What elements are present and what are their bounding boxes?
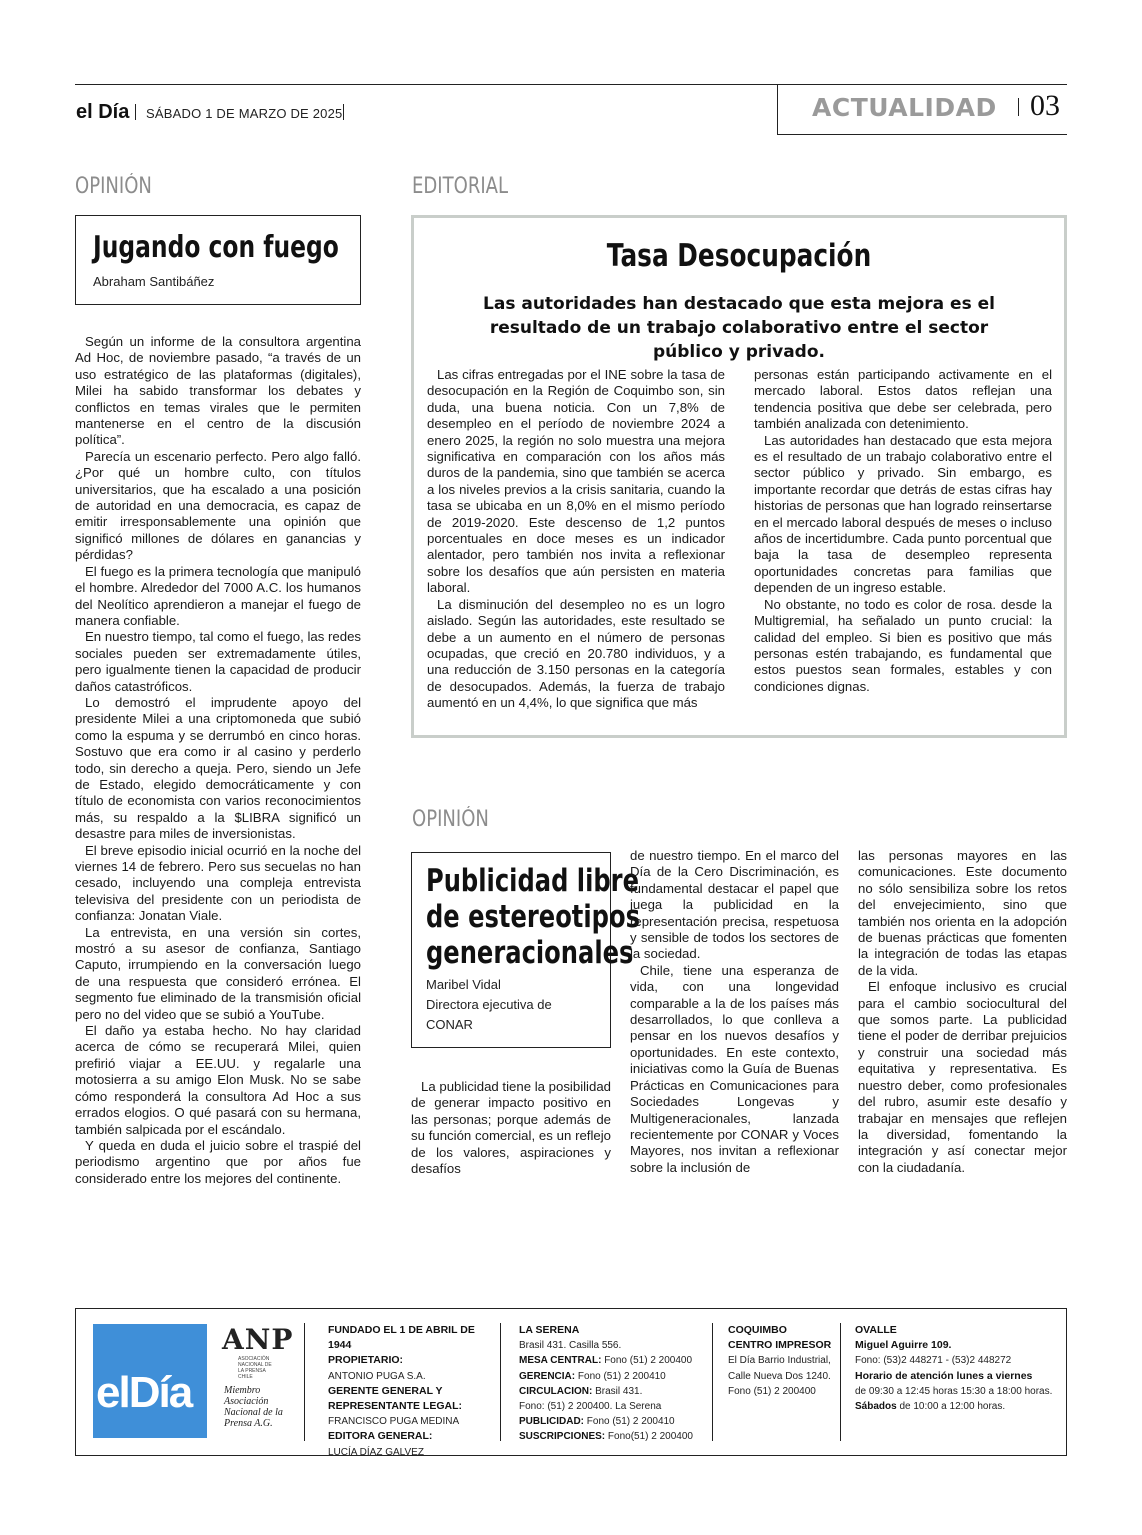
phone-value: Fono: (51) 2 200400. La Serena — [519, 1401, 662, 1413]
manager-label: REPRESENTANTE LEGAL: — [328, 1400, 462, 1413]
article-column — [858, 848, 1067, 1176]
paragraph: El daño ya estaba hecho. No hay claridad acerca de cómo se recuperará Milei, quien prefirió viajar a EE.UU. y regalarle una motosierra a su amigo Elon Musk. No se sabe cómo responderá la consultora Ad Hoc a sus errados elogios. O qué pasará con su hermana, también salpicada por el escándalo. — [75, 1023, 361, 1137]
column-divider — [840, 1323, 841, 1441]
paragraph: personas están participando activamente en el mercado laboral. Estos datos reflejan una tendencia positiva que debe ser celebrada, pero también analizada con detenimiento. — [754, 367, 1052, 432]
header-bottom-rule — [777, 134, 1067, 135]
paragraph: El fuego es la primera tecnología que manipuló el hombre. Alrededor del 7000 A.C. los humanos del Neolítico aprendieron a manejar el fuego de manera confiable. — [75, 563, 361, 628]
header-top-rule — [75, 84, 1067, 85]
page-number: 03 — [1030, 89, 1060, 122]
article-title: Jugando con fuego — [93, 230, 339, 265]
imprint-column-staff — [328, 1323, 498, 1460]
paragraph: Según un informe de la consultora argentina Ad Hoc, de noviembre pasado, “a través de un uso estratégico de las plataformas (digitales), Milei ha sabido transformar los debates y conflictos en temas virales que le permiten mantenerse en el centro de la discusión política”. — [75, 334, 361, 448]
paragraph: Chile, tiene una esperanza de vida, con una longevidad comparable a la de los países más desarrollados, lo que conlleva a pensar en los nuevos desafíos y oportunidades. En este contexto, iniciativas como la Guía de Buenas Prácticas en Comunicaciones para Sociedades Longevas y Multigeneracionales, lanzada recientemente por CONAR y Voces Mayores, nos invitan a reflexionar sobre la inclusión de — [630, 962, 839, 1175]
paragraph: La publicidad tiene la posibilidad de generar impacto positivo en las personas; porque además de su función comercial, es un reflejo de los valores, aspiraciones y desafíos — [411, 1079, 611, 1177]
office-address: Miguel Aguirre 109. — [855, 1339, 952, 1352]
phone-label: MESA CENTRAL: — [519, 1355, 602, 1367]
article-title-box — [75, 215, 361, 305]
imprint-column-ovalle — [855, 1323, 1060, 1414]
anp-logo — [222, 1323, 292, 1380]
editorial-subtitle: Las autoridades han destacado que esta mejora es el resultado de un trabajo colaborativo entre el sector público y privado. — [483, 294, 995, 362]
section-kicker: OPINIÓN — [412, 807, 489, 832]
phone-value: Fono (51) 2 200410 — [577, 1370, 666, 1382]
editorial-column — [754, 367, 1052, 695]
editorial-title: Tasa Desocupación — [606, 238, 872, 274]
title-line: generacionales — [426, 935, 634, 971]
office-title: LA SERENA — [519, 1324, 580, 1336]
office-title: COQUIMBO — [728, 1324, 787, 1336]
phone-label: PUBLICIDAD: — [519, 1416, 584, 1428]
column-divider — [712, 1323, 713, 1441]
anp-logo-text: ANP — [222, 1323, 294, 1356]
phone-label: SUSCRIPCIONES: — [519, 1431, 606, 1443]
section-name: ACTUALIDAD — [812, 93, 997, 122]
phone-label: GERENCIA: — [519, 1370, 576, 1382]
paragraph: La disminución del desempleo no es un logro aislado. Según las autoridades, este resultado se debe a un aumento en el número de personas ocupadas, que creció en 20.780 individuos, y a una reducción de 3.150 personas en la categoría de desocupados. Además, la fuerza de trabajo aumentó en un 4,4%, lo que significa que más — [427, 596, 725, 711]
office-title: OVALLE — [855, 1324, 897, 1336]
paragraph: Las cifras entregadas por el INE sobre la tasa de desocupación en la Región de Coquimbo son, sin duda, una buena noticia. Con un 7,8% de desempleo en el período de noviembre 2024 a enero 2025, la región no solo muestra una mejora significativa en comparación con los años más duros de la pandemia, sino que también se acerca a los niveles previos a la crisis sanitaria, cuando la tasa se ubicaba en un 8,0% en el mismo período de 2019-2020. Este descenso de 1,2 puntos porcentuales en doce meses es un indicador alentador, pero también nos invita a reflexionar sobre los desafíos que aún persisten en materia laboral. — [427, 367, 725, 596]
phone-value: Fono (51) 2 200400 — [728, 1385, 816, 1397]
editor-value: LUCÍA DÍAZ GALVEZ — [328, 1446, 424, 1458]
article-title-box — [411, 852, 640, 1048]
column-divider — [304, 1323, 305, 1441]
phone-value: Fono (51) 2 200410 — [586, 1416, 675, 1428]
paragraph: Las autoridades han destacado que esta mejora es el resultado de un trabajo colaborativo entre el sector público y privado. Sin embargo, es importante recordar que detrás de estas cifras hay historias de personas que han logrado reinsertarse en el mercado laboral después de meses o incluso años de incertidumbre. Cada punto porcentual que baja la tasa de desempleo representa oportunidades concretas para familias que dependen de un ingreso estable. — [754, 432, 1052, 596]
phone-value: Brasil 431. — [595, 1385, 643, 1397]
header-divider — [135, 104, 136, 120]
editorial-column — [427, 367, 725, 712]
section-box-rule — [777, 84, 778, 134]
logo-text: elDía — [96, 1368, 192, 1417]
article-author: Maribel Vidal — [426, 977, 501, 992]
author-role: Directora ejecutiva de — [426, 997, 552, 1012]
paragraph: En nuestro tiempo, tal como el fuego, las redes sociales pueden ser extremadamente útiles, pero igualmente tienen la capacidad de producir daños catastróficos. — [75, 629, 361, 694]
article-column — [630, 848, 839, 1176]
article-title — [426, 863, 640, 971]
section-kicker: EDITORIAL — [412, 174, 509, 199]
paragraph: de nuestro tiempo. En el marco del Día de la Cero Discriminación, es fundamental destacar el papel que juega la publicidad en la representación precisa, respetuosa y sensible de todos los sectores de la sociedad. — [630, 848, 839, 962]
author-role: CONAR — [426, 1017, 473, 1032]
owner-label: PROPIETARIO: — [328, 1354, 404, 1367]
paragraph: las personas mayores en las comunicaciones. Este documento no sólo sensibiliza sobre los retos del envejecimiento, sino que también nos orienta en la adopción de buenas prácticas que fomenten la integración de todas las etapas de la vida. — [858, 848, 1067, 978]
anp-member-text: Miembro Asociación Nacional de la Prensa A.G. — [224, 1385, 283, 1429]
phone-label: CIRCULACION: — [519, 1385, 593, 1397]
paragraph: Parecía un escenario perfecto. Pero algo falló. ¿Por qué un hombre culto, con títulos universitarios, que ha escalado a una posición de autoridad en una democracia, es capaz de emitir irresponsablemente una opinión que significó millones de dólares en ganancias y pérdidas? — [75, 448, 361, 563]
hours-label: Sábados — [855, 1401, 897, 1413]
masthead-brand: el Día — [76, 101, 130, 123]
founded-line: FUNDADO EL 1 DE ABRIL DE 1944 — [328, 1324, 475, 1352]
header-divider — [343, 104, 344, 120]
phone-value: Fono (51) 2 200400 — [604, 1355, 693, 1367]
column-divider — [500, 1323, 501, 1441]
hours-value: de 09:30 a 12:45 horas 15:30 a 18:00 horas. — [855, 1385, 1053, 1397]
anp-logo-caption: ASOCIACIÓN NACIONAL DE LA PRENSA CHILE — [238, 1356, 272, 1380]
section-kicker: OPINIÓN — [75, 174, 152, 199]
office-subtitle: CENTRO IMPRESOR — [728, 1339, 832, 1352]
manager-value: FRANCISCO PUGA MEDINA — [328, 1416, 460, 1428]
paragraph: Lo demostró el imprudente apoyo del presidente Milei a una criptomoneda que subió como la espuma y se derrumbó en cinco horas. Sostuvo que era como ir al casino y perderlo todo, sin derecho a queja. Pero, siendo un Jefe de Estado, elegido democráticamente y con título de economista con varios reconocimientos más, su respaldo a la $LIBRA significó un desastre para miles de inversionistas. — [75, 694, 361, 842]
office-address: El Día Barrio Industrial, — [728, 1355, 831, 1367]
office-address: Brasil 431. Casilla 556. — [519, 1340, 622, 1352]
paragraph: Y queda en duda el juicio sobre el traspié del periodismo argentino que por años fue considerado entre los mejores del continente. — [75, 1137, 361, 1186]
manager-label: GERENTE GENERAL Y — [328, 1384, 443, 1397]
paragraph: No obstante, no todo es color de rosa. desde la Multigremial, ha señalado un punto crucial: la calidad del empleo. Si bien es positivo que más personas estén trabajando, es fundamental que estos puestos sean formales, estables y con condiciones dignas. — [754, 596, 1052, 694]
hours-label: Horario de atención lunes a viernes — [855, 1369, 1033, 1382]
newspaper-logo — [93, 1324, 207, 1438]
hours-value: de 10:00 a 12:00 horas. — [899, 1401, 1006, 1413]
issue-date: SÁBADO 1 DE MARZO DE 2025 — [146, 106, 343, 121]
editorial-box — [411, 215, 1067, 738]
imprint-box — [75, 1308, 1067, 1456]
article-author: Abraham Santibáñez — [93, 274, 215, 289]
paragraph: El enfoque inclusivo es crucial para el cambio sociocultural del que somos parte. La publicidad tiene el poder de derribar prejuicios y construir una sociedad más equitativa y representativa. Es nuestro deber, como profesionales del rubro, asumir este desafío y trabajar en mensajes que reflejen la diversidad, fomentando la integración y así conectar mejor con la ciudadanía. — [858, 979, 1067, 1175]
paragraph: El breve episodio inicial ocurrió en la noche del viernes 14 de febrero. Pero sus secuelas no han cesado, incluyendo una compleja entrevista televisiva del presidente con un periodista de confianza: Jonatan Viale. — [75, 842, 361, 924]
imprint-column-coquimbo — [728, 1323, 838, 1399]
paragraph: La entrevista, en una versión sin cortes, mostró a su asesor de confianza, Santiago Caputo, irrumpiendo en la conversación luego de una respuesta que consideró errónea. El segmento fue eliminado de la transmisión oficial pero no del video que se subió a YouTube. — [75, 924, 361, 1022]
owner-value: ANTONIO PUGA S.A. — [328, 1370, 426, 1382]
header-divider — [1018, 98, 1019, 116]
article-column — [411, 1079, 611, 1177]
phone-value: Fono: (53)2 448271 - (53)2 448272 — [855, 1355, 1012, 1367]
article-body — [75, 334, 361, 1187]
title-line: Publicidad libre — [426, 863, 640, 899]
imprint-column-laserena — [519, 1323, 709, 1445]
title-line: de estereotipos — [426, 899, 640, 935]
editor-label: EDITORA GENERAL: — [328, 1430, 433, 1443]
phone-value: Fono(51) 2 200400 — [607, 1431, 693, 1443]
office-address: Calle Nueva Dos 1240. — [728, 1370, 831, 1382]
